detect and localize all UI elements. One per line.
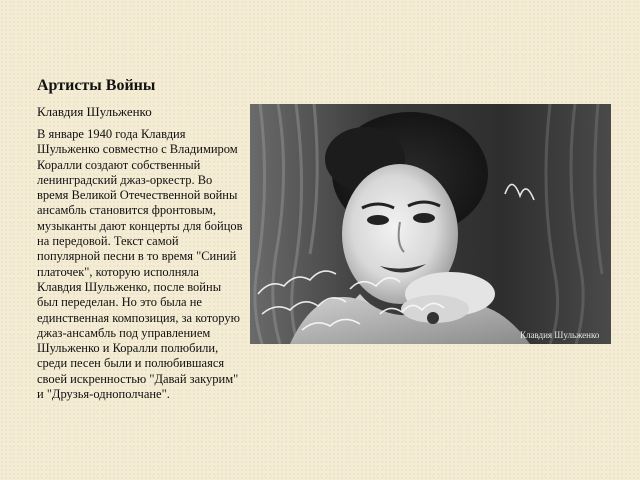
portrait-image xyxy=(250,104,611,344)
page-title: Артисты Войны xyxy=(37,77,156,94)
subtitle: Клавдия Шульженко xyxy=(37,104,152,119)
body-text: В январе 1940 года Клавдия Шульженко совместно с Владимиром Коралли создают собственный ленинградский джаз-оркестр. Во время Великой Отечественной войны ансамбль становится фронтовым, музыканты дают концерты для бойцов на передовой. Текст самой популярной песни в то время "Синий платочек", которую исполняла Клавдия Шульженко, после войны был переделан. Но это была не единственная композиция, за которую джаз-ансамбль под управлением Шульженко и Коралли полюбили, среди песен были и полюбившаяся своей искренностью "Давай закурим" и "Друзья-однополчане". xyxy=(37,127,243,402)
portrait-photo xyxy=(250,104,611,344)
photo-caption: Клавдия Шульженко xyxy=(520,330,600,340)
